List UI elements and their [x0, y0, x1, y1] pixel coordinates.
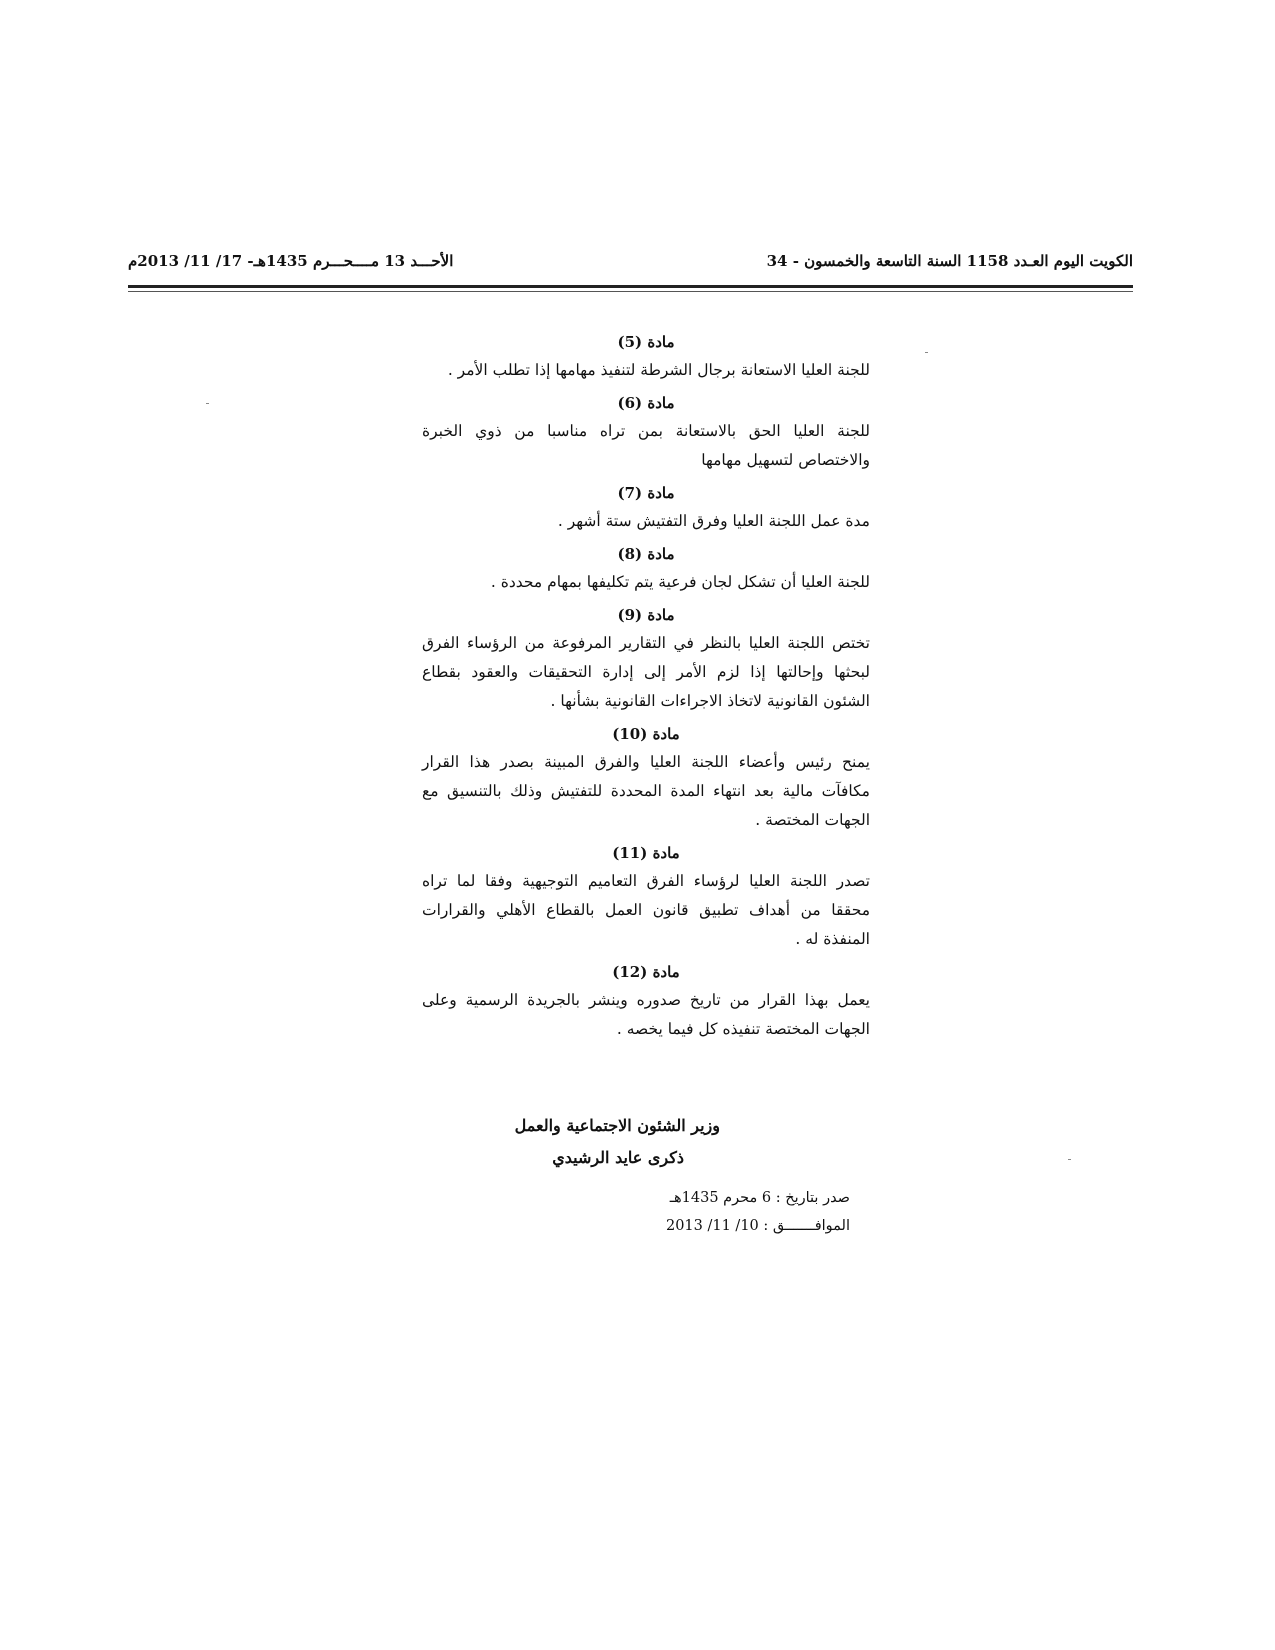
- article-text: للجنة العليا الاستعانة برجال الشرطة لتنفيذ مهامها إذا تطلب الأمر .: [447, 361, 870, 379]
- articles-column: [422, 328, 870, 1048]
- article-heading: مادة (12): [612, 963, 680, 981]
- article-text: مدة عمل اللجنة العليا وفرق التفتيش ستة أشهر .: [557, 512, 870, 530]
- article-text: تصدر اللجنة العليا لرؤساء الفرق التعاميم التوجيهية وفقا لما تراه محققا من أهداف تطبيق قانون العمل بالقطاع الأهلي والقرارات المنفذة له .: [422, 872, 870, 948]
- article-heading: مادة (11): [612, 844, 680, 862]
- scan-speck: [925, 352, 928, 353]
- article-5: [422, 328, 870, 385]
- scan-speck: [206, 403, 209, 404]
- article-heading: مادة (5): [617, 333, 675, 351]
- article-text: تختص اللجنة العليا بالنظر في التقارير المرفوعة من الرؤساء الفرق لبحثها وإحالتها إذا لزم الأمر إلى إدارة التحقيقات والعقود بقطاع الشئون القانونية لاتخاذ الاجراءات القانونية بشأنها .: [422, 634, 870, 710]
- article-text: يمنح رئيس وأعضاء اللجنة العليا والفرق المبينة بصدر هذا القرار مكافآت مالية بعد انتهاء المدة المحددة للتفتيش وذلك بالتنسيق مع الجهات المختصة .: [422, 753, 870, 829]
- article-text: للجنة العليا الحق بالاستعانة بمن تراه مناسبا من ذوي الخبرة والاختصاص لتسهيل مهامها: [422, 422, 870, 469]
- article-heading: مادة (7): [617, 484, 675, 502]
- article-8: [422, 540, 870, 597]
- issue-info: الكويت اليوم العـدد 1158 السنة التاسعة والخمسون - 34: [766, 252, 1133, 270]
- header-rule-thin: [128, 291, 1133, 292]
- issue-date-gregorian: الموافـــــــق : 10/ 11/ 2013: [665, 1218, 850, 1234]
- article-heading: مادة (8): [617, 545, 675, 563]
- article-text: يعمل بهذا القرار من تاريخ صدوره وينشر بالجريدة الرسمية وعلى الجهات المختصة تنفيذه كل فيما يخصه .: [422, 991, 870, 1038]
- article-9: [422, 601, 870, 716]
- article-10: [422, 720, 870, 835]
- article-12: [422, 958, 870, 1044]
- minister-name: ذكرى عايد الرشيدي: [552, 1148, 684, 1167]
- header-rule: [128, 285, 1133, 288]
- article-heading: مادة (10): [612, 725, 680, 743]
- article-heading: مادة (9): [617, 606, 675, 624]
- minister-title: وزير الشئون الاجتماعية والعمل: [514, 1116, 720, 1135]
- article-6: [422, 389, 870, 475]
- scan-speck: [1068, 1159, 1071, 1160]
- issue-date-block: [620, 1184, 850, 1240]
- article-7: [422, 479, 870, 536]
- article-text: للجنة العليا أن تشكل لجان فرعية يتم تكليفها بمهام محددة .: [490, 573, 870, 591]
- page-header: [128, 248, 1133, 278]
- date-info: الأحـــد 13 مــــحـــرم 1435هـ- 17/ 11/ 2013م: [128, 252, 454, 270]
- signature-block: [420, 1110, 720, 1174]
- issue-date-hijri: صدر بتاريخ : 6 محرم 1435هـ: [669, 1190, 850, 1206]
- article-heading: مادة (6): [617, 394, 675, 412]
- article-11: [422, 839, 870, 954]
